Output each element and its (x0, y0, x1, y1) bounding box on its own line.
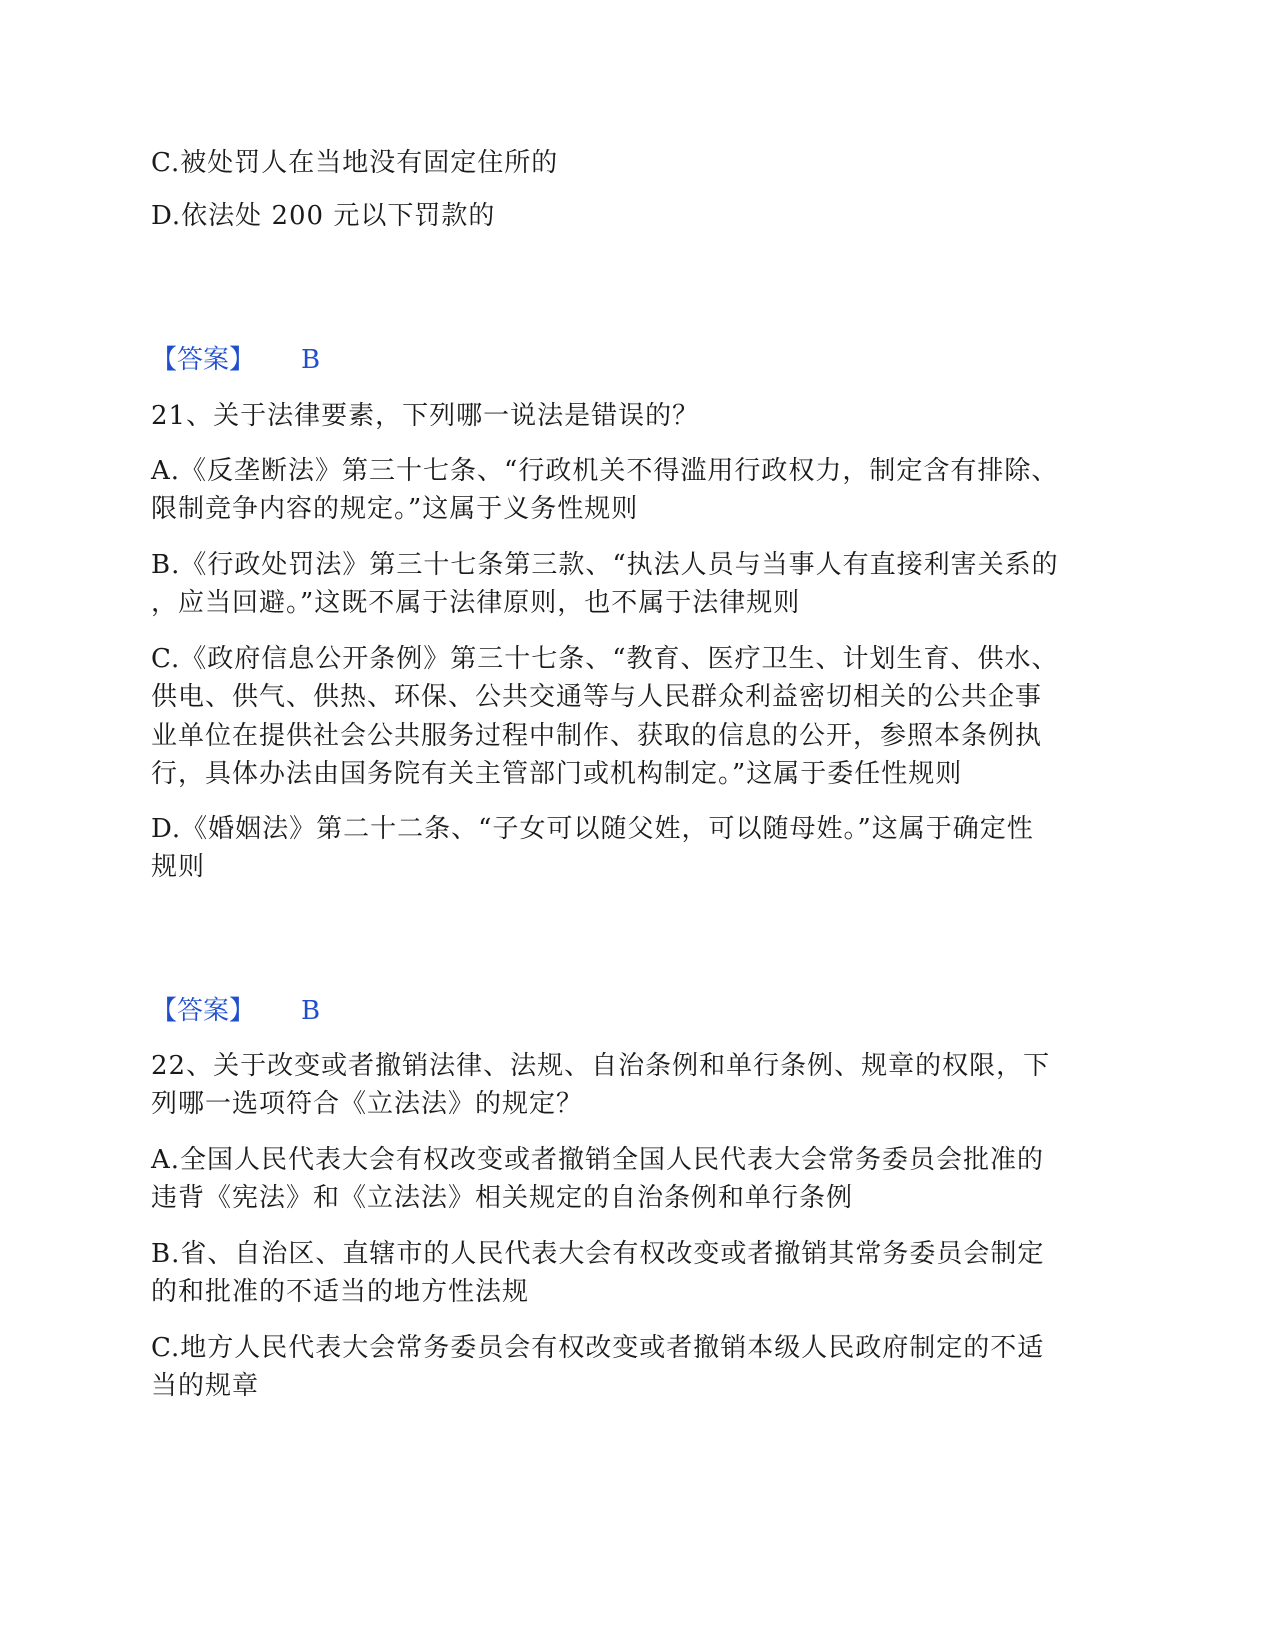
question-21-option-c-line-1: C.《政府信息公开条例》第三十七条、“教育、医疗卫生、计划生育、供水、 (151, 644, 1059, 674)
question-22-stem-line-1: 22、关于改变或者撤销法律、法规、自治条例和单行条例、规章的权限，下 (151, 1051, 1051, 1081)
question-22-stem-line-2: 列哪一选项符合《立法法》的规定？ (151, 1089, 584, 1119)
question-21-option-b-line-2: ，应当回避。”这既不属于法律原则，也不属于法律规则 (151, 588, 801, 618)
question-22-option-c-line-2: 当的规章 (151, 1371, 260, 1401)
question-21-option-a-line-1: A.《反垄断法》第三十七条、“行政机关不得滥用行政权力，制定含有排除、 (151, 456, 1059, 486)
question-21-stem: 21、关于法律要素，下列哪一说法是错误的？ (151, 401, 700, 431)
question-22-option-a-line-2: 违背《宪法》和《立法法》相关规定的自治条例和单行条例 (151, 1183, 854, 1213)
prev-option-d: D.依法处 200 元以下罚款的 (151, 201, 496, 231)
question-21-option-d-line-2: 规则 (151, 852, 206, 882)
question-21-option-c-line-4: 行，具体办法由国务院有关主管部门或机构制定。”这属于委任性规则 (151, 759, 963, 789)
question-22-option-b-line-1: B.省、自治区、直辖市的人民代表大会有权改变或者撤销其常务委员会制定 (151, 1239, 1045, 1269)
question-22-option-c-line-1: C.地方人民代表大会常务委员会有权改变或者撤销本级人民政府制定的不适 (151, 1333, 1045, 1363)
question-21-option-a-line-2: 限制竞争内容的规定。”这属于义务性规则 (151, 494, 639, 524)
question-21-option-d-line-1: D.《婚姻法》第二十二条、“子女可以随父姓，可以随母姓。”这属于确定性 (151, 814, 1034, 844)
question-21-option-c-line-2: 供电、供气、供热、环保、公共交通等与人民群众利益密切相关的公共企事 (151, 682, 1043, 712)
question-22-option-a-line-1: A.全国人民代表大会有权改变或者撤销全国人民代表大会常务委员会批准的 (151, 1145, 1045, 1175)
question-21-option-b-line-1: B.《行政处罚法》第三十七条第三款、“执法人员与当事人有直接利害关系的 (151, 550, 1059, 580)
question-21-option-c-line-3: 业单位在提供社会公共服务过程中制作、获取的信息的公开，参照本条例执 (151, 721, 1043, 751)
answer-21 (151, 991, 320, 1031)
prev-option-c: C.被处罚人在当地没有固定住所的 (151, 148, 559, 178)
question-22-option-b-line-2: 的和批准的不适当的地方性法规 (151, 1277, 530, 1307)
answer-value: B (301, 996, 321, 1026)
answer-value: B (301, 345, 321, 375)
answer-20 (151, 340, 320, 380)
answer-label: 【答案】 (151, 345, 256, 375)
answer-label: 【答案】 (151, 996, 256, 1026)
